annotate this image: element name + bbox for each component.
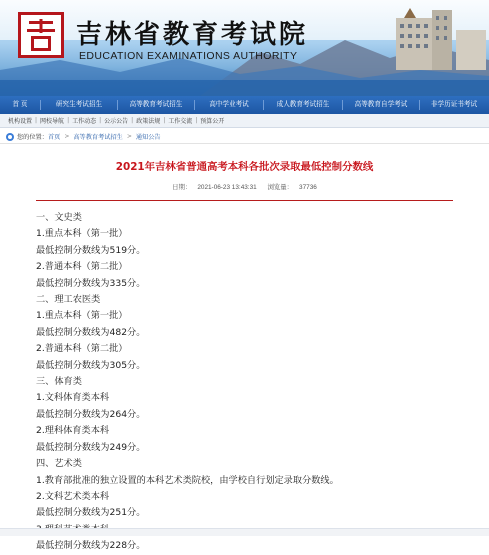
sub-heading: 2.理科体育类本科 [36, 425, 110, 437]
section-heading: 三、体育类 [36, 376, 82, 388]
subnav-budget[interactable]: 预算公开 [200, 119, 225, 125]
subnav-divider: | [195, 117, 198, 124]
score-line: 最低控制分数线为264分。 [36, 408, 146, 420]
breadcrumb-separator: > [64, 133, 70, 140]
nav-home[interactable]: 首 页 [12, 101, 28, 108]
subnav-divider: | [99, 117, 102, 124]
breadcrumb-notices[interactable]: 通知公告 [135, 134, 161, 141]
subnav-divider: | [67, 117, 70, 124]
subnav-divider: | [131, 117, 134, 124]
logo-seal-icon [21, 15, 61, 55]
nav-certificate-exam[interactable]: 非学历证书考试 [430, 101, 478, 108]
article-meta [0, 182, 489, 191]
subnav-divider: | [163, 117, 166, 124]
breadcrumb-higher-ed[interactable]: 高等教育考试招生 [73, 134, 123, 141]
section-heading: 四、艺术类 [36, 458, 82, 470]
subnav-exchange[interactable]: 工作交流 [168, 119, 193, 125]
section-heading: 二、理工农医类 [36, 294, 101, 306]
sub-heading: 2.普通本科（第二批） [36, 343, 128, 355]
site-logo[interactable] [18, 12, 64, 58]
header-banner [0, 0, 489, 96]
main-nav [0, 96, 489, 114]
article-title: 2021年吉林省普通高考本科各批次录取最低控制分数线 [115, 161, 374, 173]
sub-heading: 1.教育部批准的独立设置的本科艺术类院校，由学校自行划定录取分数线。 [36, 474, 339, 486]
section-heading: 一、文史类 [36, 212, 82, 223]
breadcrumb-label: 您的位置： [17, 134, 48, 141]
nav-higher-ed-exam[interactable]: 高等教育考试招生 [129, 101, 183, 108]
subnav-school-nav[interactable]: 网校导航 [40, 119, 65, 125]
article-body [36, 210, 466, 555]
date-label: 日期： [172, 184, 192, 191]
sub-nav [0, 114, 489, 128]
site-title: 吉林省教育考试院 [76, 20, 309, 50]
score-line: 最低控制分数线为519分。 [36, 244, 146, 256]
subnav-announcements[interactable]: 公示公告 [104, 119, 129, 125]
breadcrumb-home[interactable]: 首页 [47, 134, 61, 141]
footer-bar [0, 528, 489, 536]
sub-heading: 1.文科体育类本科 [36, 392, 110, 404]
site-subtitle: EDUCATION EXAMINATIONS AUTHORITY [79, 50, 298, 62]
subnav-divider: | [35, 117, 38, 124]
publish-date: 2021-06-23 13:43:31 [197, 184, 257, 191]
score-line: 最低控制分数线为482分。 [36, 326, 146, 338]
score-line: 最低控制分数线为249分。 [36, 441, 146, 453]
location-icon [6, 133, 14, 141]
title-divider [36, 200, 453, 201]
nav-high-school-exam[interactable]: 高中学业考试 [209, 101, 249, 108]
sub-heading: 2.文科艺术类本科 [36, 490, 110, 502]
sub-heading: 1.重点本科（第一批） [36, 228, 128, 240]
breadcrumb-separator: > [126, 133, 132, 140]
subnav-org[interactable]: 机构设置 [8, 119, 33, 125]
subnav-work-news[interactable]: 工作动态 [72, 119, 97, 125]
score-line: 最低控制分数线为335分。 [36, 277, 146, 289]
view-count: 37736 [299, 184, 317, 191]
nav-adult-ed-exam[interactable]: 成人教育考试招生 [276, 101, 330, 108]
sub-heading: 1.重点本科（第一批） [36, 310, 128, 322]
subnav-policy[interactable]: 政策法规 [136, 119, 161, 125]
score-line: 最低控制分数线为228分。 [36, 540, 146, 552]
sub-heading: 2.普通本科（第二批） [36, 261, 128, 273]
score-line: 最低控制分数线为305分。 [36, 359, 146, 371]
score-line: 最低控制分数线为251分。 [36, 507, 146, 519]
nav-self-study-exam[interactable]: 高等教育自学考试 [354, 101, 408, 108]
views-label: 浏览量： [267, 184, 294, 191]
breadcrumb [0, 130, 489, 144]
nav-graduate-exam[interactable]: 研究生考试招生 [55, 101, 103, 108]
